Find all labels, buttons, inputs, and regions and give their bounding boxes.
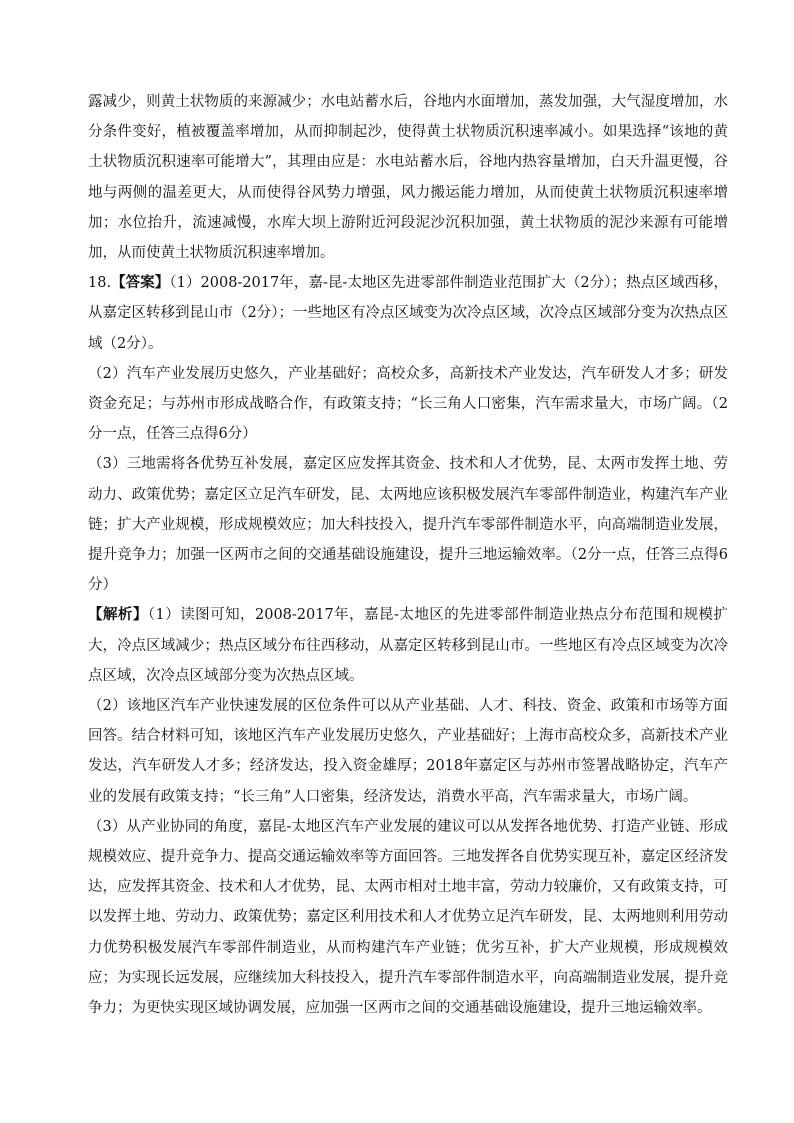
question-number: 18. <box>88 275 112 292</box>
q18-analysis-part-3: （3）从产业协同的角度，嘉昆-太地区汽车产业发展的建议可以从发挥各地优势、打造产业链、形成规模效应、提升竞争力、提高交通运输效率等方面回答。三地发挥各自优势实现互补，嘉定区经济发达，应发挥其资金、技术和人才优势，昆、太两市相对土地丰富，劳动力较廉价，又有政策支持，可以发挥土地、劳动力、政策优势；嘉定区利用技术和人才优势立足汽车研发，昆、太两地则利用劳动力优势积极发展汽车零部件制造业，从而构建汽车产业链；优劣互补，扩大产业规模，形成规模效应；为实现长远发展，应继续加大科技投入，提升汽车零部件制造水平，向高端制造业发展，提升竞争力；为更快实现区域协调发展，应加强一区两市之间的交通基础设施建设，提升三地运输效率。 <box>88 818 728 1017</box>
analysis-part-1-text: （1）读图可知，2008-2017年，嘉昆-太地区的先进零部件制造业热点分布范围和规模扩大，冷点区域减少；热点区域分布往西移动，从嘉定区转移到昆山市。一些地区有冷点区域变为次冷点区域，次冷点区域部分变为次热点区域。 <box>88 607 729 684</box>
q18-answer-part-2: （2）汽车产业发展历史悠久，产业基础好；高校众多，高新技术产业发达，汽车研发人才多；研发资金充足；与苏州市形成战略合作，有政策支持；“长三角人口密集，汽车需求量大，市场广阔。（2分一点，任答三点得6分） <box>88 365 728 443</box>
q18-answer-part-3: （3）三地需将各优势互补发展，嘉定区应发挥其资金、技术和人才优势，昆、太两市发挥土地、劳动力、政策优势；嘉定区立足汽车研发，昆、太两地应该积极发展汽车零部件制造业，构建汽车产业链；扩大产业规模，形成规模效应；加大科技投入，提升汽车零部件制造水平，向高端制造业发展，提升竞争力；加强一区两市之间的交通基础设施建设，提升三地运输效率。（2分一点，任答三点得6分） <box>88 456 728 594</box>
analysis-tag: 【解析】 <box>88 606 148 624</box>
document-body <box>88 87 728 1023</box>
q18-analysis-part-1 <box>88 600 728 691</box>
continued-answer-paragraph: 露减少，则黄土状物质的来源减少；水电站蓄水后，谷地内水面增加，蒸发加强，大气湿度增加，水分条件变好，植被覆盖率增加，从而抑制起沙，使得黄土状物质沉积速率减小。如果选择“该地的黄土状物质沉积速率可能增大”，其理由应是：水电站蓄水后，谷地内热容量增加，白天升温更慢，谷地与两侧的温差更大，从而使得谷风势力增强，风力搬运能力增加，从而使黄土状物质沉积速率增加；水位抬升，流速减慢，水库大坝上游附近河段泥沙沉积加强，黄土状物质的泥沙来源有可能增加，从而使黄土状物质沉积速率增加。 <box>88 94 728 262</box>
answer-tag: 【答案】 <box>111 274 170 292</box>
answer-part-1-text: （1）2008-2017年，嘉-昆-太地区先进零部件制造业范围扩大（2分）；热点区域西移，从嘉定区转移到昆山市（2分）；一些地区有冷点区域变为次冷点区域，次冷点区域部分变为次热点区域（2分）。 <box>88 275 729 352</box>
q18-analysis-part-2: （2）该地区汽车产业快速发展的区位条件可以从产业基础、人才、科技、资金、政策和市场等方面回答。结合材料可知，该地区汽车产业发展历史悠久，产业基础好；上海市高校众多，高新技术产业发达，汽车研发人才多；经济发达，投入资金雄厚；2018年嘉定区与苏州市签署战略协定，汽车产业的发展有政策支持；“长三角”人口密集，经济发达，消费水平高，汽车需求量大，市场广阔。 <box>88 698 728 805</box>
q18-answer-part-1 <box>88 268 728 359</box>
